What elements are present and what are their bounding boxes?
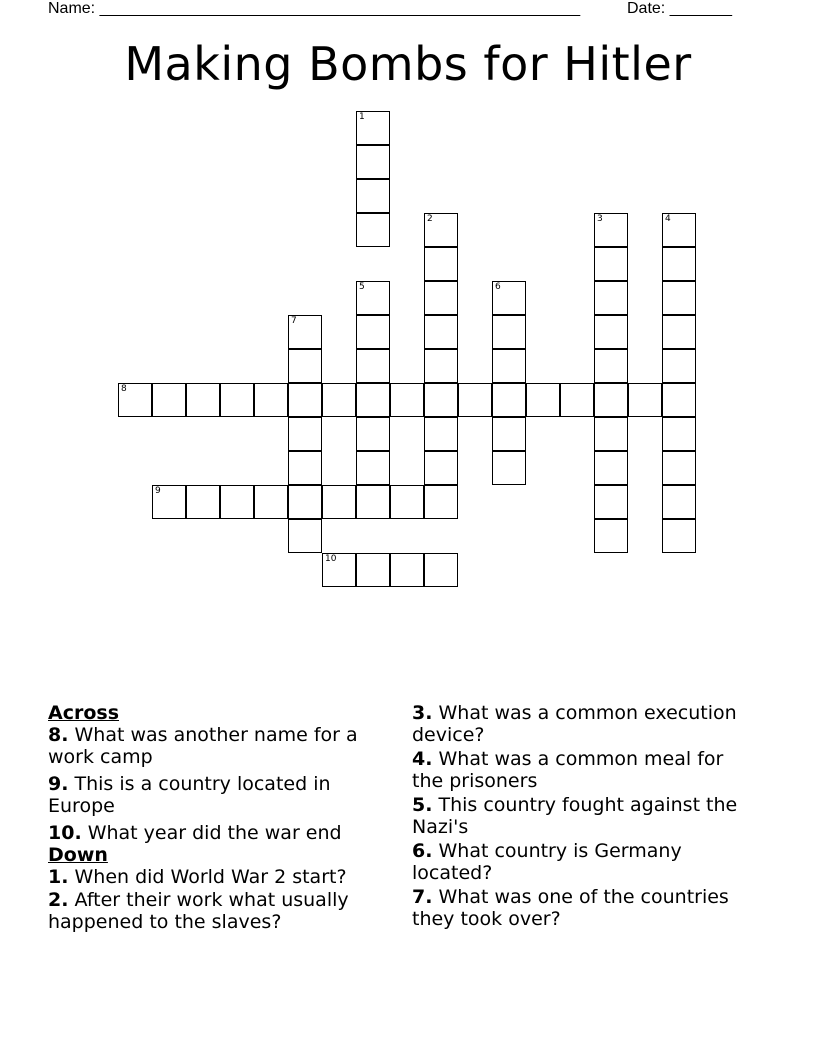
grid-cell: [390, 553, 424, 587]
grid-cell: [424, 213, 458, 247]
cell-number: 6: [495, 282, 501, 292]
cell-number: 10: [325, 554, 337, 564]
grid-cell: [390, 485, 424, 519]
clue-text: After their work what usually happened to the slaves?: [48, 889, 349, 933]
grid-cell: [662, 349, 696, 383]
clue-text: When did World War 2 start?: [68, 866, 347, 888]
grid-cell: [662, 417, 696, 451]
clue-number: 2.: [48, 889, 69, 911]
down-clue-2: [48, 889, 388, 933]
clue-number: 10.: [48, 822, 82, 844]
grid-cell: [594, 247, 628, 281]
grid-cell: [424, 349, 458, 383]
grid-cell: [254, 383, 288, 417]
clue-text: What year did the war end: [81, 822, 342, 844]
down-heading: Down: [48, 844, 108, 866]
grid-cell: [288, 315, 322, 349]
grid-cell: [424, 247, 458, 281]
grid-cell: [424, 315, 458, 349]
grid-cell: [594, 383, 628, 417]
grid-cell: [594, 519, 628, 553]
grid-cell: [594, 451, 628, 485]
grid-cell: [152, 383, 186, 417]
clue-number: 9.: [48, 773, 69, 795]
grid-cell: [220, 485, 254, 519]
cell-number: 7: [291, 316, 297, 326]
grid-cell: [594, 213, 628, 247]
grid-cell: [186, 383, 220, 417]
down-clue-4: [412, 748, 752, 792]
grid-cell: [492, 451, 526, 485]
cell-number: 4: [665, 214, 671, 224]
grid-cell: [458, 383, 492, 417]
grid-cell: [662, 485, 696, 519]
date-line: Date: _______: [627, 0, 732, 17]
grid-cell: [492, 417, 526, 451]
grid-cell: [288, 417, 322, 451]
grid-cell: [322, 383, 356, 417]
grid-cell: [560, 383, 594, 417]
grid-cell: [424, 417, 458, 451]
clue-text: What was another name for a work camp: [48, 724, 358, 768]
grid-cell: [356, 179, 390, 213]
grid-cell: [424, 281, 458, 315]
grid-cell: [356, 111, 390, 145]
clue-text: What was one of the countries they took over?: [412, 886, 729, 930]
grid-cell: [424, 451, 458, 485]
grid-cell: [356, 485, 390, 519]
clue-number: 6.: [412, 840, 433, 862]
grid-cell: [594, 485, 628, 519]
clue-text: What country is Germany located?: [412, 840, 682, 884]
grid-cell: [356, 451, 390, 485]
grid-cell: [492, 349, 526, 383]
grid-cell: [356, 349, 390, 383]
clue-text: This country fought against the Nazi's: [412, 794, 738, 838]
grid-cell: [662, 315, 696, 349]
grid-cell: [356, 383, 390, 417]
grid-cell: [526, 383, 560, 417]
cell-number: 2: [427, 214, 433, 224]
clue-number: 4.: [412, 748, 433, 770]
grid-cell: [356, 315, 390, 349]
grid-cell: [356, 281, 390, 315]
across-heading: Across: [48, 702, 120, 724]
grid-cell: [288, 519, 322, 553]
across-clue-8: [48, 724, 388, 768]
cell-number: 5: [359, 282, 365, 292]
grid-cell: [662, 213, 696, 247]
grid-cell: [424, 553, 458, 587]
grid-cell: [594, 315, 628, 349]
grid-cell: [254, 485, 288, 519]
grid-cell: [322, 553, 356, 587]
grid-cell: [628, 383, 662, 417]
grid-cell: [356, 417, 390, 451]
grid-cell: [594, 281, 628, 315]
grid-cell: [594, 349, 628, 383]
across-clue-9: [48, 773, 388, 817]
clue-text: This is a country located in Europe: [48, 773, 331, 817]
grid-cell: [594, 417, 628, 451]
down-clue-3: [412, 702, 752, 746]
cell-number: 1: [359, 112, 365, 122]
cell-number: 8: [121, 384, 127, 394]
clue-number: 7.: [412, 886, 433, 908]
grid-cell: [492, 315, 526, 349]
grid-cell: [662, 519, 696, 553]
clue-number: 3.: [412, 702, 433, 724]
grid-cell: [118, 383, 152, 417]
grid-cell: [186, 485, 220, 519]
down-clue-7: [412, 886, 752, 930]
grid-cell: [662, 247, 696, 281]
grid-cell: [220, 383, 254, 417]
cell-number: 9: [155, 486, 161, 496]
clue-number: 5.: [412, 794, 433, 816]
grid-cell: [662, 281, 696, 315]
clue-number: 8.: [48, 724, 69, 746]
clue-number: 1.: [48, 866, 69, 888]
grid-cell: [356, 145, 390, 179]
name-line: Name: ______________________________________________________: [48, 0, 581, 17]
clue-text: What was a common execution device?: [412, 702, 737, 746]
down-clue-5: [412, 794, 752, 838]
grid-cell: [288, 383, 322, 417]
clues-column-right: [412, 702, 752, 935]
cell-number: 3: [597, 214, 603, 224]
grid-cell: [152, 485, 186, 519]
grid-cell: [662, 383, 696, 417]
grid-cell: [492, 281, 526, 315]
grid-cell: [322, 485, 356, 519]
grid-cell: [288, 485, 322, 519]
grid-cell: [424, 485, 458, 519]
page-title: Making Bombs for Hitler: [124, 37, 692, 91]
grid-cell: [356, 553, 390, 587]
grid-cell: [492, 383, 526, 417]
down-clue-1: [48, 866, 388, 888]
grid-cell: [662, 451, 696, 485]
down-clue-6: [412, 840, 752, 884]
across-clue-10: [48, 822, 388, 844]
grid-cell: [288, 349, 322, 383]
clues-column-left: [48, 702, 388, 938]
grid-cell: [288, 451, 322, 485]
grid-cell: [390, 383, 424, 417]
grid-cell: [424, 383, 458, 417]
grid-cell: [356, 213, 390, 247]
clue-text: What was a common meal for the prisoners: [412, 748, 724, 792]
